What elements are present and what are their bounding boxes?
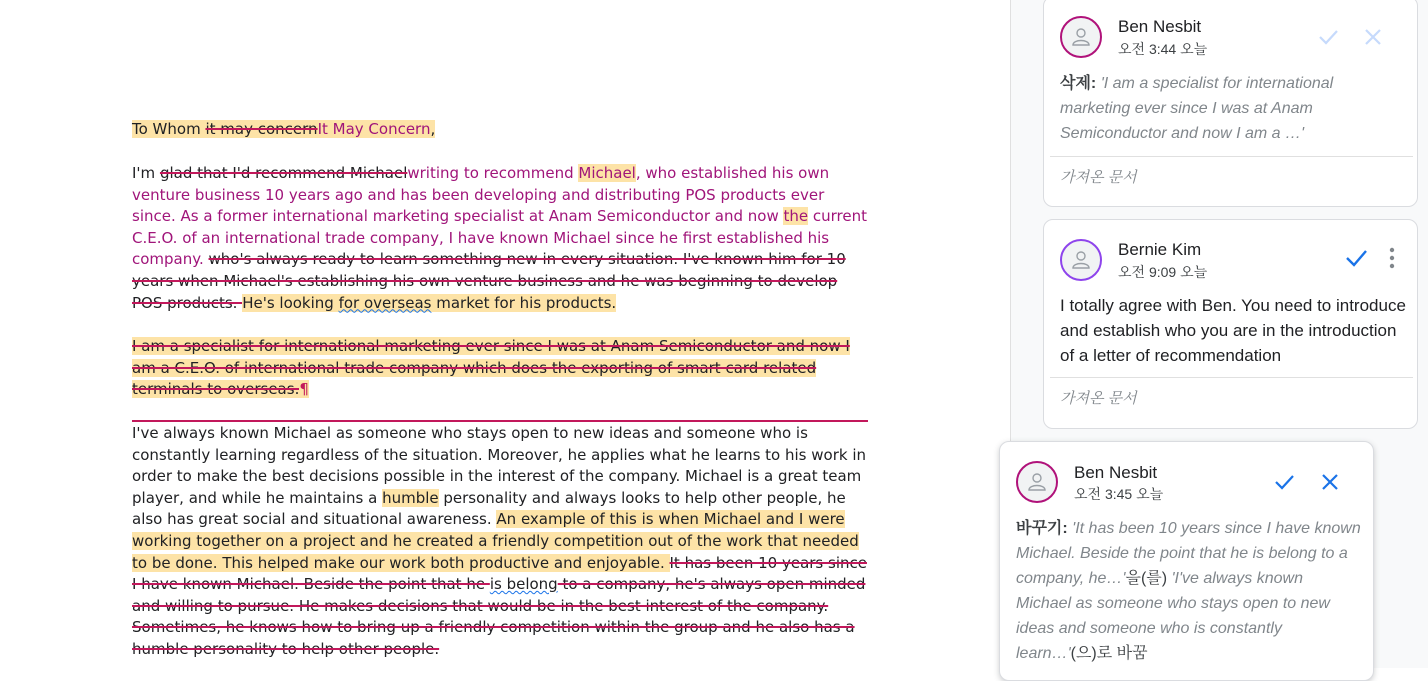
comment-time: 오전 3:45 오늘 [1074,486,1164,502]
divider [1050,156,1413,157]
change-marker-line [132,420,868,422]
comment-body: 삭제: 'I am a specialist for international marketing ever since I was at Anam Semiconductor and now I am a …' [1060,75,1334,142]
user-icon [1071,27,1091,47]
comment-card-reply[interactable] [1043,219,1418,429]
comment-footer: 가져온 문서 [1060,169,1137,186]
reject-button[interactable] [1358,22,1388,52]
check-icon [1344,246,1368,270]
comment-author: Ben Nesbit [1074,463,1158,482]
paragraph-intro[interactable]: I'm glad that I'd recommend Michaelwriting to recommend Michael, who established his own venture business 10 years ago and has been developing and distributing POS products ever since. As a former international marketing specialist at Anam Semiconductor and now the current C.E.O. of an international trade company, I have known Michael since he first established his company. who's always ready to learn something new in every situation. I've known him for 10 years when Michael's establishing his own venture business and he was beginning to develop POS products. He's looking for overseas market for his products. [132,164,867,312]
paragraph-salutation[interactable] [132,119,872,141]
check-icon [1317,26,1339,48]
user-icon [1027,472,1047,492]
comment-author: Ben Nesbit [1118,17,1202,36]
accept-button[interactable] [1269,467,1299,497]
comment-author: Bernie Kim [1118,240,1202,259]
close-icon [1320,472,1340,492]
comment-body: I totally agree with Ben. You need to introduce and establish who you are in the introduction of a letter of recommendation [1060,296,1406,365]
user-icon [1071,250,1091,270]
name-michael: Michael [578,164,636,182]
comments-sidebar [1010,0,1428,668]
comment-time: 오전 9:09 오늘 [1118,264,1208,280]
comment-footer: 가져온 문서 [1060,390,1137,407]
resolve-button[interactable] [1341,243,1371,273]
comment-card-deletion[interactable] [1043,0,1418,207]
avatar [1016,461,1058,503]
more-options-button[interactable] [1377,243,1407,273]
more-vert-icon [1389,247,1395,269]
paragraph-body[interactable]: I've always known Michael as someone who stays open to new ideas and someone who is constantly learning regardless of the situation. Moreover, he applies what he learns to his work in order to make the best decisions possible in the interest of the company. Michael is a great team player, and while he maintains a humble personality and always looks to help other people, he also has great social and situational awareness. An example of this is when Michael and I were working together on a project and he created a friendly competition out of the work that needed to be done. This helped make our work both productive and enjoyable. It has been 10 years since I have known Michael. Beside the point that he is belong to a company, he's always open minded and willing to pursue. He makes decisions that would be in the best interest of the company. Sometimes, he knows how to bring up a friendly competition within the group and he also has a humble personality to help other people. [132,424,867,658]
avatar [1060,16,1102,58]
reject-button[interactable] [1315,467,1345,497]
comment-card-replace[interactable] [999,441,1374,681]
avatar [1060,239,1102,281]
salutation-text: To Whom it may concernIt May Concern, [132,120,436,138]
paragraph-deleted-specialist[interactable]: I am a specialist for international marketing ever since I was at Anam Semiconductor and now I am a C.E.O. of international trade company which does the exporting of smart card related terminals to overseas.¶ [132,337,850,399]
divider [1050,377,1413,378]
close-icon [1363,27,1383,47]
comment-time: 오전 3:44 오늘 [1118,41,1208,57]
comment-body: 바꾸기: 'It has been 10 years since I have known Michael. Beside the point that he is belong to a company, he…'을(를) 'I've always known Michael as someone who stays open to new ideas and someone who is constantly learn…'(으)로 바꿈 [1016,520,1361,662]
accept-button[interactable] [1313,22,1343,52]
check-icon [1273,471,1295,493]
